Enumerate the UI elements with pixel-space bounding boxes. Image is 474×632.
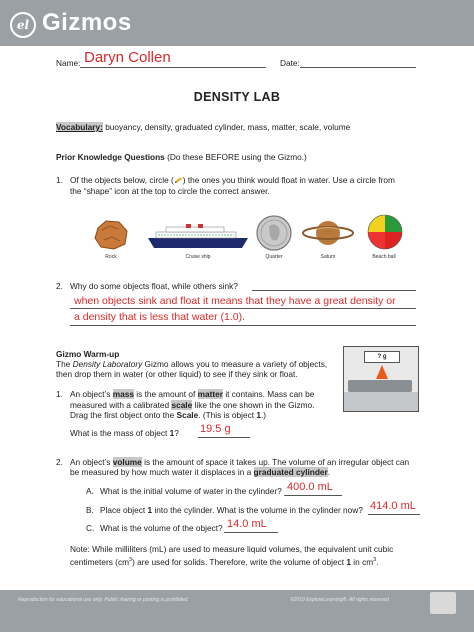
- quarter-image[interactable]: [255, 214, 293, 257]
- gizmos-logo-text: Gizmos: [42, 9, 132, 36]
- wq1-l1a: An object’s: [70, 389, 113, 399]
- wq2-b-answer[interactable]: 414.0 mL: [370, 500, 416, 512]
- prior-heading-label: Prior Knowledge Questions: [56, 152, 165, 162]
- wq1-l3e: .): [260, 410, 267, 420]
- note-l2a: centimeters (cm: [70, 556, 130, 567]
- footer-rights: ©2019 ExploreLearning®. All rights reserved: [290, 597, 389, 603]
- vocabulary-label: Vocabulary:: [56, 122, 103, 132]
- scale-base: [344, 392, 418, 411]
- wq2-b-text: [100, 505, 363, 516]
- wq1-l3a: Drag the first object onto the: [70, 410, 177, 420]
- wq2-b-underline: [368, 514, 420, 515]
- q2-underline-2: [70, 308, 416, 309]
- wq1-l1c: is the amount of: [133, 389, 198, 399]
- beach-ball-image[interactable]: [367, 214, 403, 255]
- wq1-line3: [70, 410, 266, 421]
- wq2-b-c: into the cylinder. What is the volume in the cylinder now?: [152, 505, 363, 515]
- wq1-ask: [70, 428, 179, 439]
- wq2-a-label: A.: [86, 486, 94, 496]
- wq1-l2a: measured with a calibrated: [70, 400, 172, 410]
- note-line1: Note: While milliliters (mL) are used to measure liquid volumes, the equivalent unit cubic: [70, 544, 394, 554]
- scale-platform: [348, 380, 412, 392]
- wq2-c-label: C.: [86, 523, 95, 533]
- warmup-line1-b: Gizmo allows you to measure a variety of objects,: [142, 359, 328, 369]
- wq2-line2: [70, 467, 330, 478]
- beach-ball-caption: Beach ball: [372, 254, 396, 260]
- explorelearning-corner-icon: [430, 592, 456, 614]
- term-graduated-cylinder: graduated cylinder: [253, 467, 328, 477]
- vocabulary-terms: buoyancy, density, graduated cylinder, mass, matter, scale, volume: [102, 122, 351, 132]
- q1-line1-a: Of the objects below, circle (: [70, 175, 174, 185]
- cone-object-icon: [376, 365, 388, 379]
- q1-line1-b: ) the ones you think would float in water. Use a circle from: [182, 175, 395, 185]
- cruise-ship-caption: Cruise ship: [185, 254, 211, 260]
- wq1-l3c: . (This is object: [198, 410, 257, 420]
- rock-image[interactable]: [92, 218, 130, 257]
- wq2-c-underline: [224, 532, 278, 533]
- q2-answer-line1[interactable]: when objects sink and float it means that they have a great density or: [74, 295, 396, 307]
- pencil-icon: [174, 176, 183, 184]
- saturn-caption: Saturn: [320, 254, 336, 260]
- date-underline[interactable]: [300, 67, 416, 68]
- prior-heading-sub: (Do these BEFORE using the Gizmo.): [164, 152, 307, 162]
- wq2-number: 2.: [56, 457, 63, 467]
- prior-knowledge-heading: [56, 152, 307, 163]
- page-title: DENSITY LAB: [193, 90, 281, 104]
- wq2-b-label: B.: [86, 505, 94, 515]
- warmup-line1-a: The: [56, 359, 73, 369]
- term-matter: matter: [197, 389, 224, 399]
- q1-line2: the “shape” icon at the top to circle the correct answer.: [70, 186, 270, 196]
- term-volume: volume: [112, 457, 142, 467]
- rock-caption: Rock: [105, 254, 117, 260]
- footer-copyright-notice: Reproduction for educational use only. Public sharing or posting is prohibited.: [18, 597, 189, 603]
- wq1-ask-object: 1: [169, 428, 175, 438]
- quarter-caption: Quarter: [265, 254, 283, 260]
- note-line2: [70, 555, 379, 568]
- term-scale: scale: [171, 400, 193, 410]
- saturn-image[interactable]: [302, 214, 354, 257]
- warmup-line2: then drop them in water (or other liquid) to see if they sink or float.: [56, 369, 298, 379]
- gizmo-scale-image[interactable]: [343, 346, 419, 412]
- q2-underline-3: [70, 325, 416, 326]
- wq1-ask-c: ?: [174, 428, 179, 438]
- note-l2d: in cm: [351, 556, 374, 567]
- term-mass: mass: [112, 389, 134, 399]
- note-l2b: ) are used for solids. Therefore, write the volume of object: [132, 556, 347, 567]
- cruise-ship-image[interactable]: [146, 224, 250, 255]
- explorelearning-logo: el: [10, 12, 36, 38]
- note-l2e: .: [376, 556, 379, 567]
- wq1-l1e: it contains. Mass can be: [223, 389, 315, 399]
- date-label: Date:: [280, 58, 300, 68]
- name-value[interactable]: Daryn Collen: [84, 49, 171, 66]
- note-sup2: 3: [373, 557, 377, 563]
- warmup-gizmo-name: Density Laboratory: [72, 359, 143, 369]
- wq1-l2c: like the one shown in the Gizmo.: [192, 400, 315, 410]
- wq2-l1c: is the amount of space it takes up. The volume of an irregular object can: [141, 457, 410, 467]
- wq2-l2c: .: [327, 467, 331, 477]
- scale-readout: ? g: [364, 351, 400, 363]
- wq2-b-object: 1: [147, 505, 153, 515]
- q1-line1: [70, 175, 395, 186]
- wq2-a-answer[interactable]: 400.0 mL: [287, 481, 333, 493]
- q1-number: 1.: [56, 175, 63, 185]
- wq1-object-number: 1: [256, 410, 261, 420]
- q2-answer-line2[interactable]: a density that is less that water (1.0).: [74, 311, 245, 323]
- wq1-ask-a: What is the mass of object: [70, 428, 170, 438]
- wq2-l2a: be measured by how much water it displaces in a: [70, 467, 254, 477]
- wq1-scale-bold: Scale: [176, 410, 199, 420]
- wq2-c-text: What is the volume of the object?: [100, 523, 223, 533]
- q2-number: 2.: [56, 281, 63, 291]
- note-object: 1: [346, 556, 351, 567]
- vocabulary-line: [56, 122, 350, 133]
- note-sup1: 3: [129, 557, 133, 563]
- wq2-c-answer[interactable]: 14.0 mL: [227, 518, 267, 530]
- wq2-a-text: What is the initial volume of water in the cylinder?: [100, 486, 282, 496]
- wq1-answer[interactable]: 19.5 g: [200, 423, 231, 435]
- wq2-l1a: An object’s: [70, 457, 113, 467]
- name-label: Name:: [56, 58, 81, 68]
- wq2-b-a: Place object: [100, 505, 148, 515]
- wq1-number: 1.: [56, 389, 63, 399]
- wq1-answer-underline: [198, 437, 250, 438]
- wq2-a-underline: [284, 495, 342, 496]
- warmup-heading: Gizmo Warm-up: [56, 349, 120, 359]
- wq1-line1: [70, 389, 314, 400]
- q2-underline-1: [252, 290, 416, 291]
- name-underline: [80, 67, 266, 68]
- q2-question: Why do some objects float, while others sink?: [70, 281, 238, 291]
